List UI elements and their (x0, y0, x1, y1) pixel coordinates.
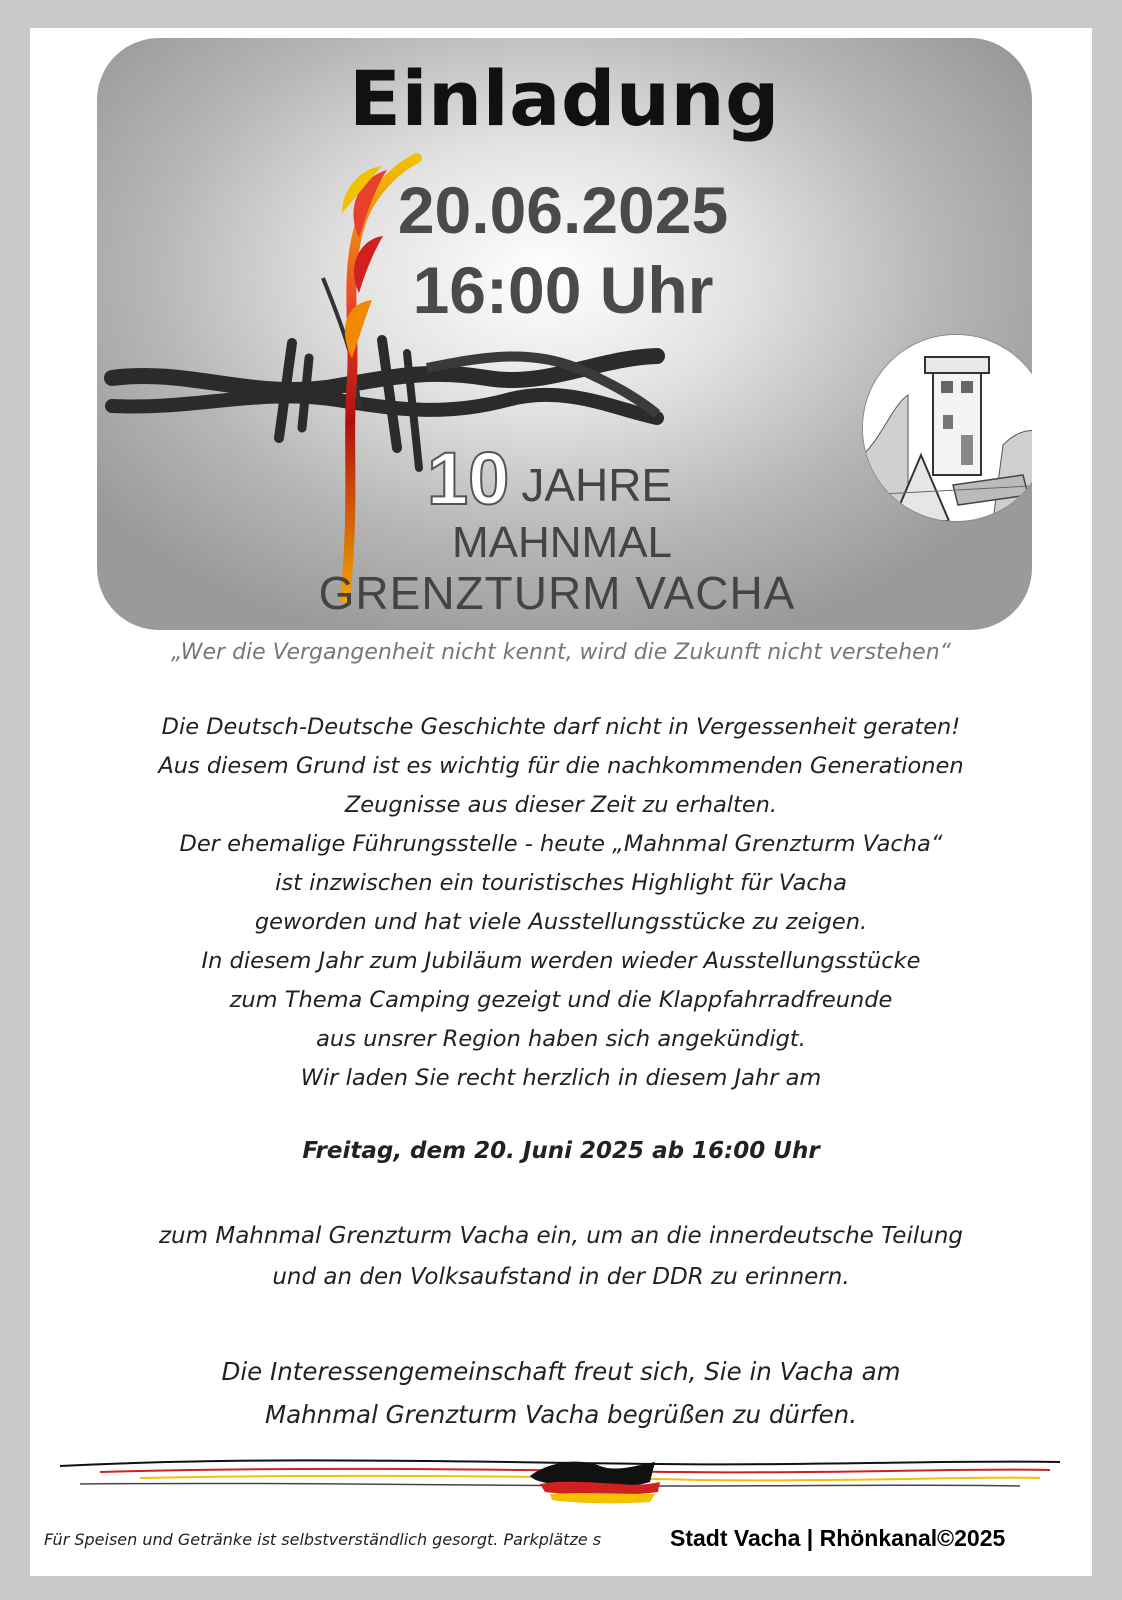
anniversary-word: JAHRE (521, 459, 673, 511)
body-line: Die Deutsch-Deutsche Geschichte darf nicht in Vergessenheit geraten! (161, 714, 961, 740)
body-line: aus unsrer Region haben sich angekündigt. (316, 1026, 806, 1052)
purpose-text (30, 1216, 1092, 1298)
body-line: Aus diesem Grund ist es wichtig für die nachkommenden Generationen (158, 753, 964, 779)
flag-streak-divider (60, 1436, 1060, 1506)
body-line: In diesem Jahr zum Jubiläum werden wieder Ausstellungsstücke (201, 948, 921, 974)
event-date: 20.06.2025 (397, 173, 729, 247)
invitation-title: Einladung (349, 54, 780, 143)
body-line: ist inzwischen ein touristisches Highlight für Vacha (275, 870, 847, 896)
anniversary-number: 10 (427, 437, 510, 520)
purpose-line: zum Mahnmal Grenzturm Vacha ein, um an die innerdeutsche Teilung (158, 1223, 963, 1249)
event-time: 16:00 Uhr (412, 253, 714, 327)
greeting-line: Die Interessengemeinschaft freut sich, Sie in Vacha am (221, 1357, 901, 1386)
purpose-line: und an den Volksaufstand in der DDR zu erinnern. (272, 1264, 850, 1290)
body-line: Der ehemalige Führungsstelle - heute „Mahnmal Grenzturm Vacha“ (179, 831, 943, 857)
motto-quote: „Wer die Vergangenheit nicht kennt, wird die Zukunft nicht verstehen“ (170, 640, 952, 665)
body-line: zum Thema Camping gezeigt und die Klappfahrradfreunde (229, 987, 893, 1013)
greeting-line: Mahnmal Grenzturm Vacha begrüßen zu dürfen. (264, 1400, 857, 1429)
footer-note: Für Speisen und Getränke ist selbstverständlich gesorgt. Parkplätze s (44, 1530, 602, 1549)
memorial-label: MAHNMAL (451, 518, 673, 567)
body-line: geworden und hat viele Ausstellungsstücke zu zeigen. (254, 909, 868, 935)
invitation-sheet (30, 28, 1092, 1576)
anniversary-label (427, 436, 673, 520)
memorial-name: GRENZTURM VACHA (318, 567, 796, 619)
header-banner (97, 38, 1032, 630)
greeting-text (30, 1350, 1092, 1436)
body-line: Zeugnisse aus dieser Zeit zu erhalten. (344, 792, 778, 818)
event-datetime-line: Freitag, dem 20. Juni 2025 ab 16:00 Uhr (302, 1138, 820, 1164)
body-line: Wir laden Sie recht herzlich in diesem Jahr am (300, 1065, 822, 1091)
invitation-body (30, 708, 1092, 1098)
copyright-credit: Stadt Vacha | Rhönkanal©2025 (670, 1525, 1006, 1551)
